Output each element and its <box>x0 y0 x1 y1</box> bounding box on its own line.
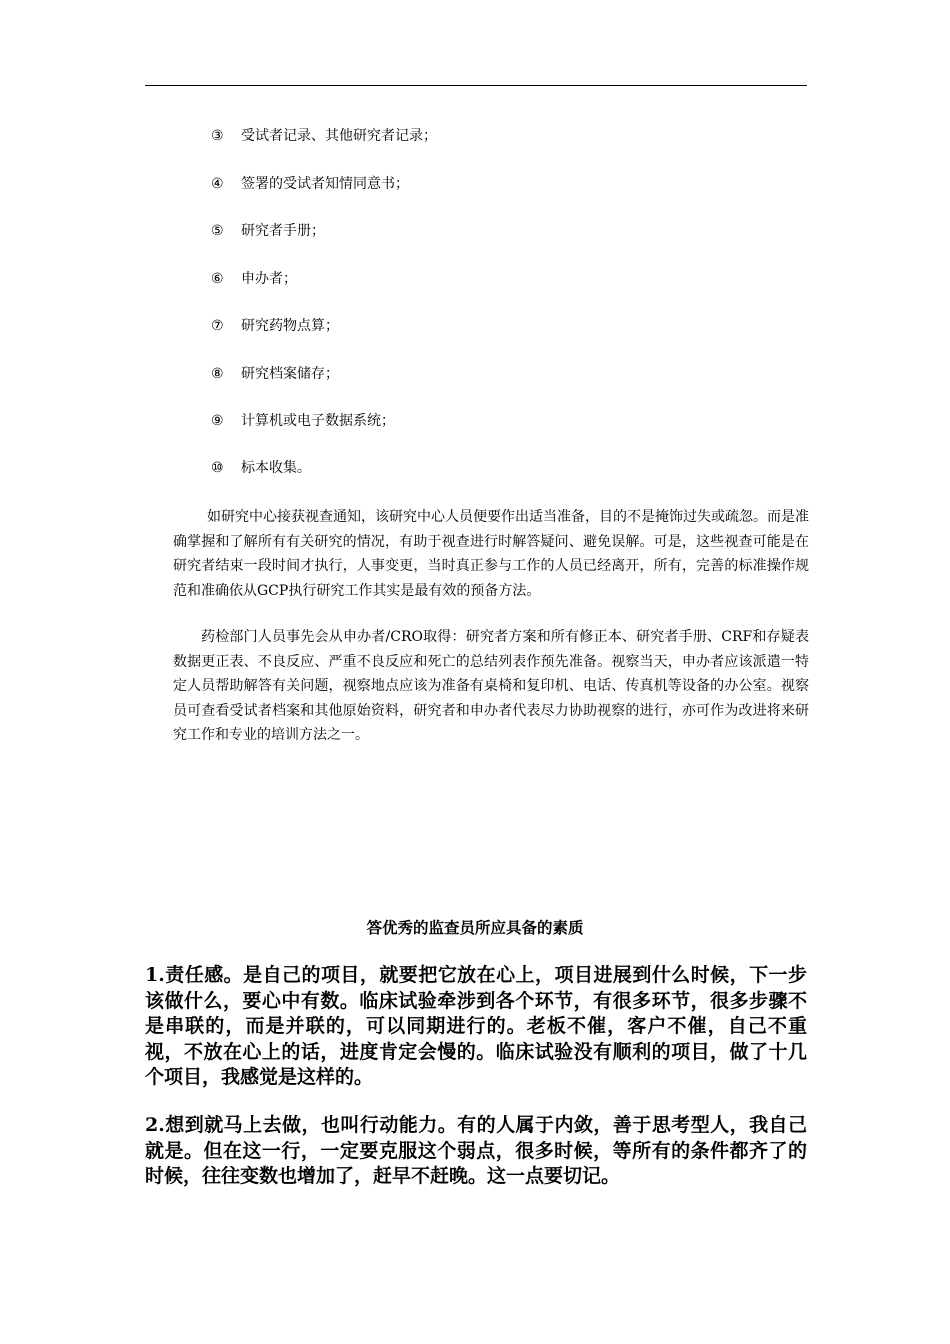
paragraph-inspection-prep: 如研究中心接获视查通知，该研究中心人员便要作出适当准备，目的不是掩饰过失或疏忽。而是准确掌握和了解所有有关研究的情况，有助于视查进行时解答疑问、避免误解。可是，这些视查可能是在研究者结束一段时间才执行，人事变更，当时真正参与工作的人员已经离开，所有，完善的标准操作规范和准确依从GCP执行研究工作其实是最有效的预备方法。 <box>173 509 809 599</box>
list-text: 受试者记录、其他研究者记录； <box>241 128 437 144</box>
list-number: ⑦ <box>211 318 224 334</box>
list-text: 研究药物点算； <box>241 318 339 334</box>
list-item <box>211 413 395 429</box>
list-text: 计算机或电子数据系统； <box>241 413 395 429</box>
list-item <box>211 271 297 287</box>
list-item <box>211 223 325 239</box>
header-rule <box>145 85 807 86</box>
list-number: ③ <box>211 128 224 144</box>
list-text: 签署的受试者知情同意书； <box>241 176 409 192</box>
list-number: ⑩ <box>211 460 224 476</box>
list-item <box>211 366 339 382</box>
list-text: 申办者； <box>241 271 297 287</box>
list-text: 研究档案储存； <box>241 366 339 382</box>
list-item <box>211 318 339 334</box>
paragraph-inspection-day: 药检部门人员事先会从申办者/CRO取得：研究者方案和所有修正本、研究者手册、CRF和存疑表数据更正表、不良反应、严重不良反应和死亡的总结列表作预先准备。视察当天，申办者应该派遣一特定人员帮助解答有关问题，视察地点应该为准备有桌椅和复印机、电话、传真机等设备的办公室。视察员可查看受试者档案和其他原始资料，研究者和申办者代表尽力协助视察的进行，亦可作为改进将来研究工作和专业的培训方法之一。 <box>173 629 809 743</box>
point-action: 2.想到就马上去做，也叫行动能力。有的人属于内敛，善于思考型人，我自己就是。但在这一行，一定要克服这个弱点，很多时候，等所有的条件都齐了的时候，往往变数也增加了，赶早不赶晚。这一点要切记。 <box>145 1114 807 1187</box>
list-text: 研究者手册； <box>241 223 325 239</box>
list-text: 标本收集。 <box>241 460 311 476</box>
list-item <box>211 460 311 476</box>
list-number: ⑨ <box>211 413 224 429</box>
section-title: 答优秀的监查员所应具备的素质 <box>366 918 584 937</box>
list-number: ⑥ <box>211 271 224 287</box>
list-number: ⑤ <box>211 223 224 239</box>
point-responsibility: 1.责任感。是自己的项目，就要把它放在心上，项目进展到什么时候，下一步该做什么，要心中有数。临床试验牵涉到各个环节，有很多环节，很多步骤不是串联的，而是并联的，可以同期进行的。老板不催，客户不催，自己不重视，不放在心上的话，进度肯定会慢的。临床试验没有顺利的项目，做了十几个项目，我感觉是这样的。 <box>145 964 807 1088</box>
list-item <box>211 128 437 144</box>
list-number: ④ <box>211 176 224 192</box>
list-item <box>211 176 409 192</box>
list-number: ⑧ <box>211 366 224 382</box>
